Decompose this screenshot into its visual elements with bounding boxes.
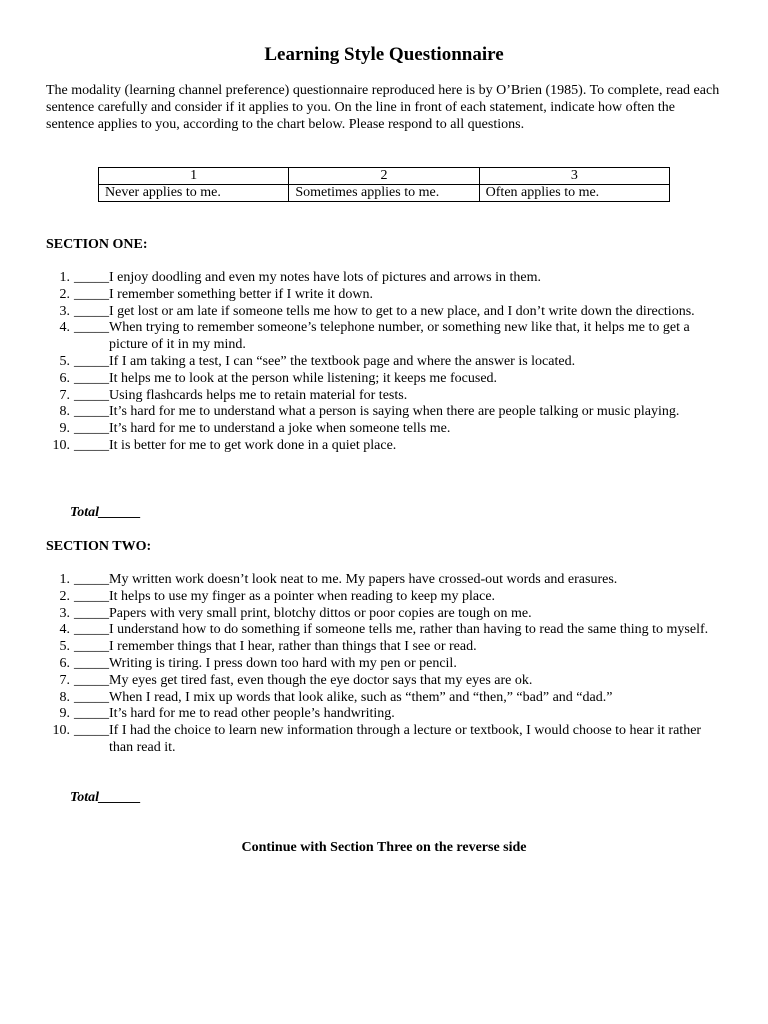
answer-blank[interactable]: _____	[74, 588, 109, 604]
question-item	[46, 287, 722, 304]
question-item	[46, 354, 722, 371]
question-item	[46, 606, 722, 623]
continue-note: Continue with Section Three on the reverse side	[241, 840, 527, 855]
question-text: I remember things that I hear, rather than things that I see or read.	[109, 639, 477, 655]
question-item	[46, 673, 722, 690]
scale-label: Never applies to me.	[99, 185, 289, 202]
answer-blank[interactable]: _____	[74, 572, 109, 587]
scale-number-row	[99, 168, 670, 185]
question-number: 5.	[59, 639, 70, 655]
question-text: Using flashcards helps me to retain material for tests.	[109, 387, 408, 403]
question-item	[46, 438, 722, 455]
question-item	[46, 572, 722, 589]
section-one-total: Total______	[70, 505, 142, 520]
question-text: Writing is tiring. I press down too hard with my pen or pencil.	[109, 655, 457, 671]
question-item	[46, 421, 722, 438]
section-one-heading: SECTION ONE:	[46, 237, 148, 252]
answer-blank[interactable]: _____	[74, 622, 109, 638]
question-text: I remember something better if I write it down.	[109, 286, 373, 302]
answer-blank[interactable]: _____	[74, 370, 109, 386]
answer-blank[interactable]: _____	[74, 286, 109, 302]
question-text: Papers with very small print, blotchy dittos or poor copies are tough on me.	[109, 605, 532, 621]
question-item	[46, 639, 722, 656]
question-text: It’s hard for me to read other people’s handwriting.	[109, 706, 395, 722]
question-item	[46, 723, 722, 757]
answer-blank[interactable]: _____	[74, 303, 109, 319]
question-number: 8.	[59, 404, 70, 420]
question-number: 7.	[59, 672, 70, 688]
answer-blank[interactable]: _____	[74, 437, 109, 453]
question-item	[46, 706, 722, 723]
question-item	[46, 270, 722, 287]
question-number: 10.	[52, 437, 70, 453]
answer-blank[interactable]: _____	[74, 639, 109, 655]
answer-blank[interactable]: _____	[74, 723, 109, 739]
section-two-heading: SECTION TWO:	[46, 539, 152, 554]
question-item	[46, 320, 722, 354]
question-number: 2.	[59, 286, 70, 302]
question-text: If I am taking a test, I can “see” the textbook page and where the answer is located.	[109, 353, 576, 369]
question-text: I enjoy doodling and even my notes have lots of pictures and arrows in them.	[109, 270, 541, 285]
question-item	[46, 304, 722, 321]
question-number: 3.	[59, 303, 70, 319]
answer-blank[interactable]: _____	[74, 689, 109, 705]
answer-blank[interactable]: _____	[74, 353, 109, 369]
question-text: My written work doesn’t look neat to me. My papers have crossed-out words and erasures.	[109, 572, 618, 587]
section-one-list	[46, 270, 722, 455]
answer-blank[interactable]: _____	[74, 320, 109, 336]
question-number: 6.	[59, 370, 70, 386]
question-text: I understand how to do something if someone tells me, rather than having to read the same thing to myself.	[109, 622, 709, 638]
answer-blank[interactable]: _____	[74, 672, 109, 688]
scale-number: 3	[479, 168, 669, 185]
question-item	[46, 404, 722, 421]
scale-number: 2	[289, 168, 479, 185]
question-number: 2.	[59, 588, 70, 604]
question-item	[46, 371, 722, 388]
response-scale-table	[98, 167, 670, 202]
question-text: If I had the choice to learn new information through a lecture or textbook, I would choose to hear it rather than read it.	[109, 723, 702, 755]
answer-blank[interactable]: _____	[74, 387, 109, 403]
question-number: 8.	[59, 689, 70, 705]
question-number: 7.	[59, 387, 70, 403]
question-number: 9.	[59, 706, 70, 722]
question-item	[46, 589, 722, 606]
answer-blank[interactable]: _____	[74, 421, 109, 437]
question-number: 3.	[59, 605, 70, 621]
scale-label: Often applies to me.	[479, 185, 669, 202]
question-number: 4.	[59, 622, 70, 638]
question-number: 4.	[59, 320, 70, 336]
answer-blank[interactable]: _____	[74, 270, 109, 285]
scale-label: Sometimes applies to me.	[289, 185, 479, 202]
question-text: It helps me to look at the person while listening; it keeps me focused.	[109, 370, 498, 386]
intro-paragraph: The modality (learning channel preference) questionnaire reproduced here is by O’Brien (1985). To complete, read each sentence carefully and consider if it applies to you. On the line in front of each statement, indicate how often the sentence applies to you, according to the chart below. Please respond to all questions.	[46, 83, 720, 132]
question-text: My eyes get tired fast, even though the eye doctor says that my eyes are ok.	[109, 672, 533, 688]
question-text: I get lost or am late if someone tells me how to get to a new place, and I don’t write down the directions.	[109, 303, 695, 319]
question-text: When I read, I mix up words that look alike, such as “them” and “then,” “bad” and “dad.”	[109, 689, 613, 705]
scale-number: 1	[99, 168, 289, 185]
answer-blank[interactable]: _____	[74, 655, 109, 671]
question-text: It is better for me to get work done in a quiet place.	[109, 437, 397, 453]
question-item	[46, 690, 722, 707]
question-number: 6.	[59, 655, 70, 671]
question-number: 5.	[59, 353, 70, 369]
question-text: When trying to remember someone’s telephone number, or something new like that, it helps me to get a picture of it in my mind.	[109, 320, 690, 353]
question-item	[46, 622, 722, 639]
question-number: 1.	[59, 270, 70, 285]
scale-label-row	[99, 185, 670, 202]
section-two-list	[46, 572, 722, 757]
question-item	[46, 656, 722, 673]
page-title: Learning Style Questionnaire	[264, 44, 504, 65]
question-number: 9.	[59, 421, 70, 437]
question-item	[46, 388, 722, 405]
question-number: 10.	[52, 723, 70, 739]
question-text: It’s hard for me to understand what a person is saying when there are people talking or music playing.	[109, 404, 680, 420]
question-number: 1.	[59, 572, 70, 587]
answer-blank[interactable]: _____	[74, 706, 109, 722]
question-text: It’s hard for me to understand a joke when someone tells me.	[109, 421, 451, 437]
answer-blank[interactable]: _____	[74, 404, 109, 420]
question-text: It helps to use my finger as a pointer when reading to keep my place.	[109, 588, 496, 604]
section-two-total: Total______	[70, 790, 142, 805]
answer-blank[interactable]: _____	[74, 605, 109, 621]
